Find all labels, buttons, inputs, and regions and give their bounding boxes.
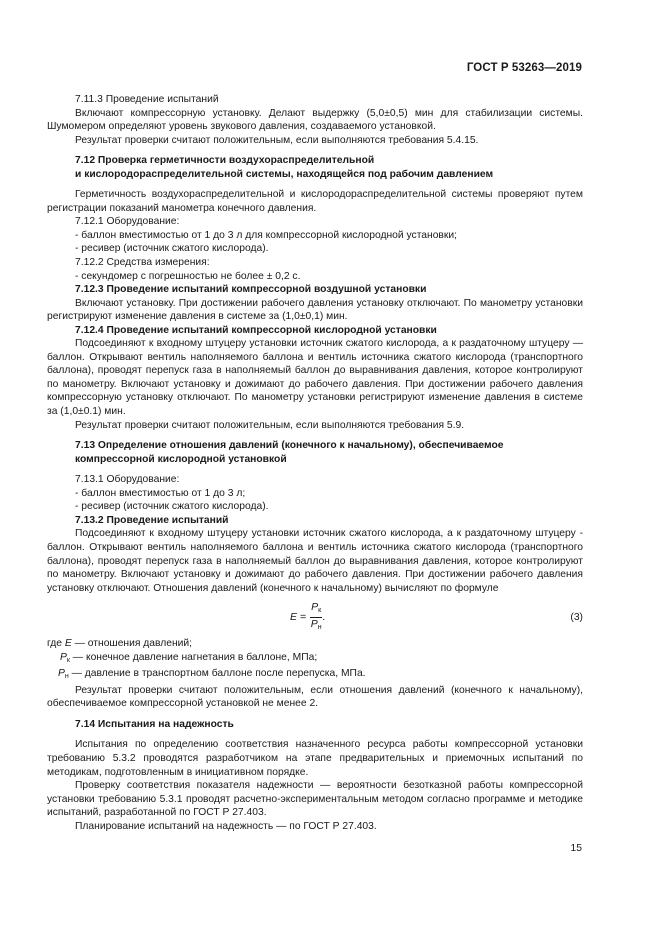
section-7-12-title-line2: и кислородораспределительной системы, находящейся под рабочим давлением [75, 168, 494, 180]
section-7-13-title-line1: 7.13 Определение отношения давлений (конечного к начальному), обеспечиваемое [75, 440, 504, 452]
where-pn [47, 667, 583, 684]
paragraph: Результат проверки считают положительным, если отношения давлений (конечного к начальному), обеспечиваемое компрессорной установкой не менее 2. [47, 684, 583, 710]
equation-number: (3) [570, 612, 583, 624]
subsection-7-11-3-title: 7.11.3 Проведение испытаний [75, 94, 219, 105]
formula-expression [290, 601, 325, 634]
paragraph: Испытания по определению соответствия назначенного ресурса работы компрессорной установки требованию 5.3.2 проводятся разработчиком на этапе предварительных и приемочных испытаний по методикам, подготовленным в инициативном порядке. [47, 739, 583, 778]
paragraph: Включают компрессорную установку. Делают выдержку (5,0±0,5) мин для стабилизации системы. Шумомером определяют уровень звукового давления, создаваемого установкой. [47, 107, 583, 133]
standard-code-header: ГОСТ Р 53263—2019 [466, 62, 582, 74]
denominator-var: P [310, 618, 318, 631]
where-e-text: — отношения давлений; [71, 638, 193, 650]
list-item: - баллон вместимостью от 1 до 3 л для компрессорной кислородной установки; [75, 229, 458, 241]
formula-lhs: E [290, 610, 298, 623]
formula-tail: . [322, 610, 326, 623]
list-item: - ресивер (источник сжатого кислорода). [75, 501, 269, 513]
where-pk-sub: к [66, 656, 70, 664]
subsection-7-13-2-title: 7.13.2 Проведение испытаний [75, 514, 229, 526]
where-e [47, 637, 583, 651]
where-pn-text: — давление в транспортном баллоне после перепуска, МПа. [68, 668, 366, 680]
where-pn-var: P [58, 668, 65, 680]
where-prefix: где [47, 638, 63, 650]
formula-numerator [310, 601, 322, 618]
subsection-7-12-1-title: 7.12.1 Оборудование: [75, 216, 180, 228]
paragraph: Подсоединяют к входному штуцеру установки источник сжатого кислорода, а к раздаточному штуцеру - баллон. Открывают вентиль наполняемого баллона и вентиль источника сжатого кислорода (транспортного баллона), проводят перепуск газа в наполняемый баллон до выравнивания давления, которое контролируют по манометру. Включают установку и дожимают до рабочего давления. При достижении рабочего давления установку отключают. Отношения давлений (конечного к начальному) вычисляют по формуле [47, 528, 583, 594]
list-item: - ресивер (источник сжатого кислорода). [75, 243, 269, 255]
where-pk-text: — конечное давление нагнетания в баллоне, МПа; [69, 651, 318, 663]
formula-fraction [310, 601, 322, 634]
where-pk-var: P [60, 651, 67, 663]
where-pk [47, 651, 583, 668]
subsection-7-13-1-title: 7.13.1 Оборудование: [75, 474, 180, 486]
section-7-12-title-line1: 7.12 Проверка герметичности воздухораспределительной [75, 155, 375, 167]
paragraph: Планирование испытаний на надежность — по ГОСТ Р 27.403. [75, 820, 377, 832]
numerator-sub: к [318, 607, 322, 615]
subsection-7-12-4-title: 7.12.4 Проведение испытаний компрессорной кислородной установки [75, 324, 437, 336]
paragraph: Проверку соответствия показателя надежности — вероятности безотказной работы компрессорной установки требованию 5.3.1 проводят расчетно-экспериментальным методом согласно программе и методике испытаний, разработанной по ГОСТ Р 27.403. [47, 780, 583, 819]
paragraph: Герметичность воздухораспределительной и кислородораспределительной системы проверяют путем регистрации показаний манометра конечного давления. [47, 189, 583, 214]
list-item: - баллон вместимостью от 1 до 3 л; [75, 487, 246, 499]
paragraph: Результат проверки считают положительным, если выполняются требования 5.4.15. [75, 134, 479, 146]
paragraph: Подсоединяют к входному штуцеру установки источник сжатого кислорода, а к раздаточному штуцеру — баллон. Открывают вентиль наполняемого баллона и вентиль источника сжатого кислорода (транспортного баллона), проводят перепуск газа в наполняемый баллон до выравнивания давления, которое контролируют по манометру. Включают установку и дожимают до рабочего давления. При достижении рабочего давления компрессорную установку отключают. По манометру установки регистрируют изменение давления в системе за (1,0±0.1) мин. [47, 338, 583, 418]
section-7-13-title-line2: компрессорной кислородной установкой [75, 453, 287, 465]
denominator-sub: н [317, 624, 322, 632]
subsection-7-12-2-title: 7.12.2 Средства измерения: [75, 257, 210, 269]
section-7-14-title: 7.14 Испытания на надежность [75, 718, 234, 730]
page-body [47, 93, 583, 833]
numerator-var: P [311, 601, 319, 614]
where-e-var: E [64, 638, 72, 650]
formula-operator: = [300, 610, 307, 623]
subsection-7-12-3-title: 7.12.3 Проведение испытаний компрессорной воздушной установки [75, 284, 427, 296]
paragraph: Включают установку. При достижении рабочего давления установку отключают. По манометру установки регистрируют изменение давления в системе за (1,0±0,1) мин. [47, 297, 583, 323]
where-pn-sub: н [64, 673, 69, 681]
formula-denominator [311, 618, 322, 634]
paragraph: Результат проверки считают положительным, если выполняются требования 5.9. [75, 419, 465, 431]
page-number: 15 [570, 843, 582, 854]
formula-3 [47, 599, 583, 633]
list-item: - секундомер с погрешностью не более ± 0,2 с. [75, 270, 301, 282]
